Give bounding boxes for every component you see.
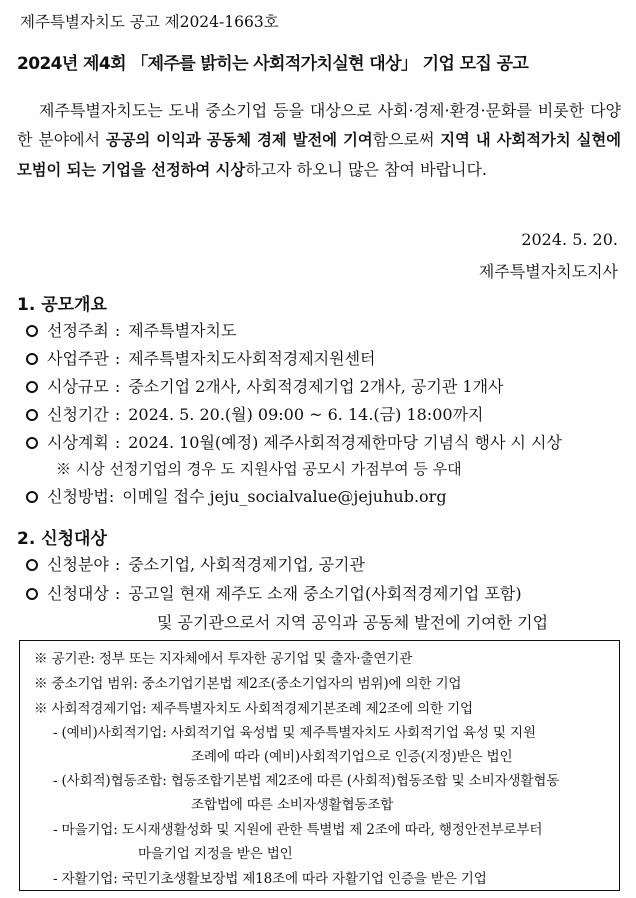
circle-bullet-icon	[26, 325, 38, 337]
definition-public-agency: ※ 공기관: 정부 또는 지자체에서 투자한 공기업 및 출자·출연기관	[34, 651, 413, 667]
overview-item-host: 선정주최 : 제주특별자치도	[26, 318, 236, 341]
item-label: 신청기간	[47, 405, 109, 424]
definition-cooperative: - (사회적)협동조합: 협동조합기본법 제2조에 따른 (사회적)협동조합 및 소비자생활협동	[53, 773, 560, 789]
item-label: 선정주최	[47, 321, 109, 340]
circle-bullet-icon	[26, 559, 38, 571]
award-note: ※ 시상 선정기업의 경우 도 지원사업 공모시 가점부여 등 우대	[56, 460, 462, 478]
intro-text-1: 제주특별자치도는 도내 중소기업 등을 대상으로 사회·경제·환경·문화를 비롯한 다양한 분야에서	[17, 101, 621, 149]
eligibility-item-target: 신청대상 : 공고일 현재 제주도 소재 중소기업(사회적경제기업 포함)	[26, 581, 522, 604]
definition-social-economy: ※ 사회적경제기업: 제주특별자치도 사회적경제기본조례 제2조에 의한 기업	[34, 701, 473, 717]
item-label: 시상규모	[47, 377, 109, 396]
definition-village-enterprise: - 마을기업: 도시재생활성화 및 지원에 관한 특별법 제 2조에 따라, 행정안전부로부터	[53, 822, 543, 838]
item-label: 신청분야	[47, 555, 109, 574]
intro-text-3: 하고자 하오니 많은 참여 바랍니다.	[245, 160, 488, 179]
overview-item-method: 신청방법: 이메일 접수 jeju_socialvalue@jejuhub.org	[26, 484, 447, 507]
definition-social-enterprise: - (예비)사회적기업: 사회적기업 육성법 및 제주특별자치도 사회적기업 육성 및 지원	[53, 725, 536, 741]
item-value: 2024. 10월(예정) 제주사회적경제한마당 기념식 행사 시 시상	[128, 433, 562, 452]
eligibility-item-field: 신청분야 : 중소기업, 사회적경제기업, 공기관	[26, 552, 365, 575]
item-label: 사업주관	[47, 349, 109, 368]
circle-bullet-icon	[26, 588, 38, 600]
definition-social-enterprise-cont: 조례에 따라 (예비)사회적기업으로 인증(지정)받은 법인	[191, 749, 513, 765]
item-value: 제주특별자치도사회적경제지원센터	[128, 349, 376, 368]
application-email: 이메일 접수 jeju_socialvalue@jejuhub.org	[122, 487, 447, 506]
overview-item-award-plan: 시상계획 : 2024. 10월(예정) 제주사회적경제한마당 기념식 행사 시 시상	[26, 430, 562, 453]
intro-bold-1: 공공의 이익과 공동체 경제 발전에 기여	[105, 131, 373, 149]
item-label: 신청대상	[47, 584, 109, 603]
notice-number: 제주특별자치도 공고 제2024-1663호	[20, 13, 279, 31]
item-value: 제주특별자치도	[128, 321, 237, 340]
circle-bullet-icon	[26, 381, 38, 393]
page-title: 2024년 제4회 「제주를 밝히는 사회적가치실현 대상」 기업 모집 공고	[17, 54, 529, 74]
definitions-box	[19, 640, 620, 891]
overview-item-scale: 시상규모 : 중소기업 2개사, 사회적경제기업 2개사, 공기관 1개사	[26, 374, 503, 397]
item-value: 2024. 5. 20.(월) 09:00 ~ 6. 14.(금) 18:00까지	[128, 405, 484, 424]
item-value: 공고일 현재 제주도 소재 중소기업(사회적경제기업 포함)	[128, 584, 522, 603]
intro-paragraph	[17, 96, 621, 185]
intro-bold-2: 지역 내 사회적가치 실현에 모범이 되는 기업을 선정하여 시상	[17, 131, 621, 179]
circle-bullet-icon	[26, 491, 38, 503]
item-value: 중소기업 2개사, 사회적경제기업 2개사, 공기관 1개사	[128, 377, 504, 396]
definition-self-sufficiency: - 자활기업: 국민기초생활보장법 제18조에 따라 자활기업 인증을 받은 기업	[53, 871, 487, 887]
section-heading-overview: 1. 공모개요	[17, 295, 107, 315]
intro-text-2: 함으로써	[372, 130, 441, 149]
item-value: 중소기업, 사회적경제기업, 공기관	[128, 555, 365, 574]
definition-village-enterprise-cont: 마을기업 지정을 받은 법인	[138, 846, 293, 862]
circle-bullet-icon	[26, 437, 38, 449]
overview-item-organizer: 사업주관 : 제주특별자치도사회적경제지원센터	[26, 346, 376, 369]
overview-item-period: 신청기간 : 2024. 5. 20.(월) 09:00 ~ 6. 14.(금) 18:00까지	[26, 402, 483, 425]
definition-cooperative-cont: 조합법에 따른 소비자생활협동조합	[191, 797, 394, 813]
circle-bullet-icon	[26, 409, 38, 421]
item-label: 시상계획	[47, 433, 109, 452]
section-heading-eligibility: 2. 신청대상	[17, 529, 107, 549]
definition-sme: ※ 중소기업 범위: 중소기업기본법 제2조(중소기업자의 범위)에 의한 기업	[34, 676, 462, 692]
circle-bullet-icon	[26, 353, 38, 365]
notice-date: 2024. 5. 20.	[521, 230, 618, 249]
eligibility-target-continued: 및 공기관으로서 지역 공익과 공동체 발전에 기여한 기업	[157, 613, 549, 632]
item-label: 신청방법	[47, 487, 109, 506]
issuer: 제주특별자치도지사	[478, 262, 618, 281]
